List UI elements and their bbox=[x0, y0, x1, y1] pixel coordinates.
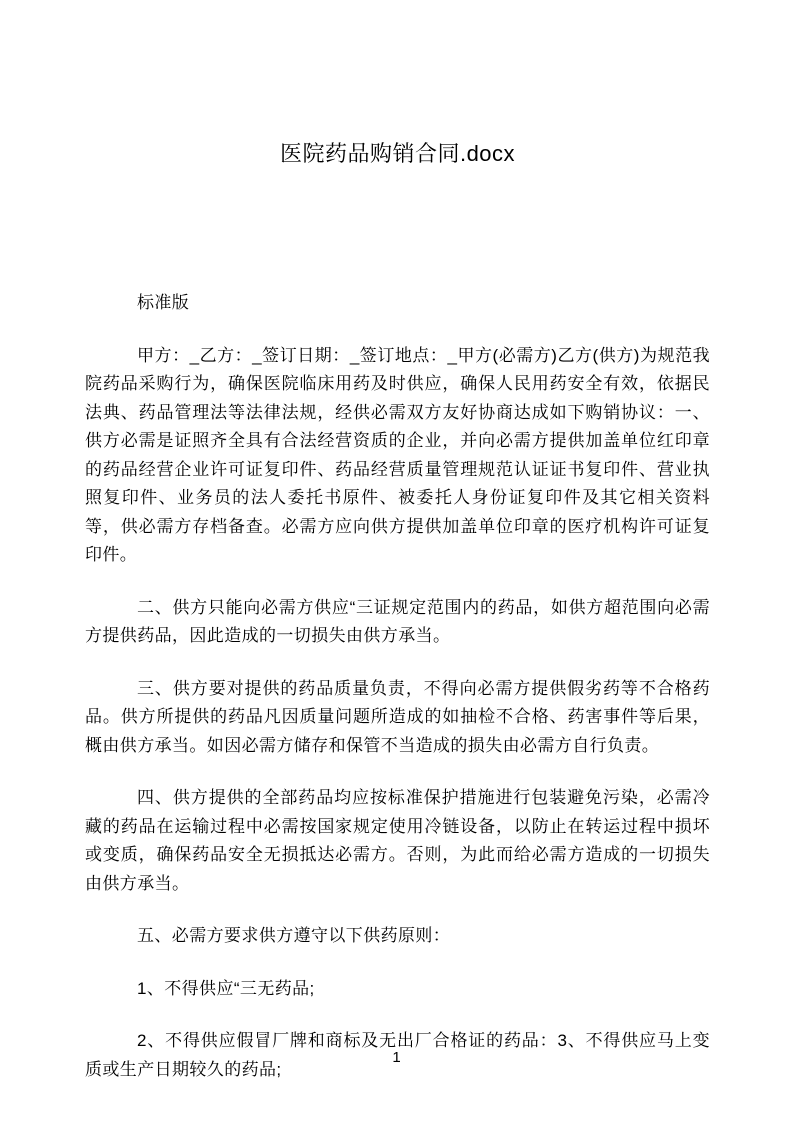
document-title: 医院药品购销合同.docx bbox=[279, 141, 516, 166]
paragraph-clause-4: 四、供方提供的全部药品均应按标准保护措施进行包装避免污染，必需冷藏的药品在运输过程中必需按国家规定使用冷链设备，以防止在转运过程中损坏或变质，确保药品安全无损抵达必需方。否则，为此而给必需方造成的一切损失由供方承当。 bbox=[85, 788, 710, 893]
paragraph-clause-5: 五、必需方要求供方遵守以下供药原则： bbox=[137, 926, 451, 945]
paragraph-rule-2-3: 2、不得供应假冒厂牌和商标及无出厂合格证的药品：3、不得供应马上变质或生产日期较久的药品; bbox=[85, 1031, 710, 1079]
document-body bbox=[85, 289, 710, 1084]
paragraph-clause-2: 二、供方只能向必需方供应“三证规定范围内的药品，如供方超范围向必需方提供药品，因此造成的一切损失由供方承当。 bbox=[85, 597, 710, 645]
document-content bbox=[85, 0, 710, 1108]
page-number: 1 bbox=[392, 1049, 401, 1066]
paragraph-clause-3: 三、供方要对提供的药品质量负责，不得向必需方提供假劣药等不合格药品。供方所提供的药品凡因质量问题所造成的如抽检不合格、药害事件等后果，概由供方承当。如因必需方储存和保管不当造成的损失由必需方自行负责。 bbox=[85, 678, 710, 755]
version-label: 标准版 bbox=[137, 293, 190, 312]
paragraph-intro-clause-1: 甲方：_乙方：_签订日期：_签订地点：_甲方(必需方)乙方(供方)为规范我院药品采购行为，确保医院临床用药及时供应，确保人民用药安全有效，依据民法典、药品管理法等法律法规，经供必需双方友好协商达成如下购销协议：一、供方必需是证照齐全具有合法经营资质的企业，并向必需方提供加盖单位红印章的药品经营企业许可证复印件、药品经营质量管理规范认证证书复印件、营业执照复印件、业务员的法人委托书原件、被委托人身份证复印件及其它相关资料等，供必需方存档备查。必需方应向供方提供加盖单位印章的医疗机构许可证复印件。 bbox=[85, 345, 710, 564]
paragraph-rule-1: 1、不得供应“三无药品; bbox=[137, 978, 315, 998]
